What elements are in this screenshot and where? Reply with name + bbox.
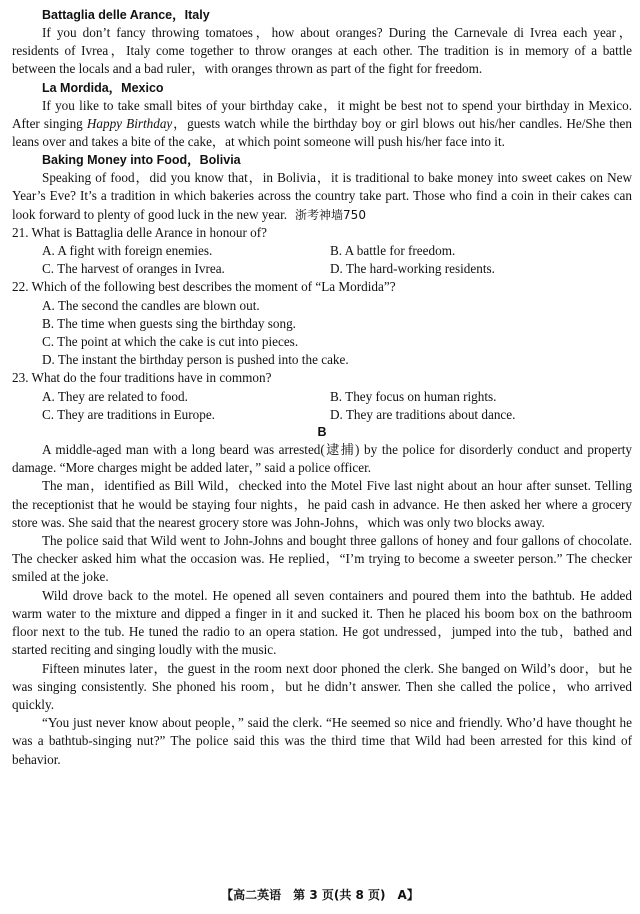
question-23-option-c: C. They are traditions in Europe.	[42, 406, 215, 422]
question-21-option-b: B. A battle for freedom.	[330, 243, 456, 259]
question-23-options-row-1	[12, 388, 632, 406]
part-b-paragraph-5: Fifteen minutes later，the guest in the room next door phoned the clerk. She banged on Wild’s door，but he was singing consistently. She phoned his room，but he didn’t answer. Then she called the police，who arrived quickly.	[12, 660, 632, 712]
section-heading-baking: Baking Money into Food，Bolivia	[42, 153, 241, 168]
question-22-option-c: C. The point at which the cake is cut into pieces.	[42, 334, 299, 350]
paragraph-arance: If you don’t fancy throwing tomatoes，how about oranges? During the Carnevale di Ivrea each year，residents of Ivrea，Italy come together to throw oranges at each other. The tradition is in memory of a battle between the locals and a bad ruler，with oranges thrown as part of the fight for freedom.	[12, 25, 632, 77]
question-23-option-a: A. They are related to food.	[42, 388, 188, 404]
part-b-paragraph-1: A middle-aged man with a long beard was arrested(逮捕) by the police for disorderly conduct and property damage. “More charges might be added later，” said a police officer.	[12, 442, 632, 476]
question-22-stem: 22. Which of the following best describes the moment of “La Mordida”?	[12, 279, 396, 295]
part-b-paragraph-6: “You just never know about people，” said the clerk. “He seemed so nice and friendly. Who’d have thought he was a bathtub-singing nut?” The police said this was the third time that Wild had been arrested for this kind of behavior.	[12, 715, 632, 767]
question-23-options-row-2	[12, 406, 632, 424]
question-21-option-d: D. The hard-working residents.	[330, 261, 495, 277]
question-21-option-a: A. A fight with foreign enemies.	[42, 243, 213, 259]
paragraph-baking	[12, 169, 632, 224]
question-21-option-c: C. The harvest of oranges in Ivrea.	[42, 261, 225, 277]
question-23-option-b: B. They focus on human rights.	[330, 388, 497, 404]
question-21-options-row-1	[12, 242, 632, 260]
question-22-option-b: B. The time when guests sing the birthday song.	[42, 315, 296, 331]
paragraph-mordida	[12, 97, 632, 152]
section-heading-arance: Battaglia delle Arance，Italy	[42, 8, 210, 22]
paragraph-mordida-part2: ，guests watch while the birthday boy or girl blows out his/her candles. He/She then leans over and takes a bite of the cake，at which point someone will push his/her face into it.	[12, 115, 632, 150]
question-22-option-a: A. The second the candles are blown out.	[42, 297, 260, 313]
paragraph-baking-text: Speaking of food，did you know that，in Bolivia，it is traditional to bake money into sweet cakes on New Year’s Eve? It’s a tradition in which bakeries across the country take part. Those who find a coin in their cakes can look forward to plenty of good luck in the new year.	[12, 170, 632, 222]
part-b-label: B	[317, 425, 327, 440]
song-title-italic: Happy Birthday	[86, 115, 173, 131]
part-b-paragraph-4: Wild drove back to the motel. He opened all seven containers and poured them into the bathtub. He added warm water to the mixture and dipped a finger in it and sucked it. Then he placed his boom box on the bathroom floor next to the tub. He tuned the radio to an opera station. He got undressed，jumped into the tub，bathed and started reciting and singing loudly with the music.	[12, 587, 632, 658]
question-23-stem: 23. What do the four traditions have in common?	[12, 370, 272, 386]
watermark-text: 浙考神墙750	[295, 207, 366, 222]
paragraph-mordida-part1: If you like to take small bites of your birthday cake，it might be best not to spend your birthday in Mexico. After singing	[12, 97, 632, 131]
question-21-options-row-2	[12, 260, 632, 278]
question-21-stem: 21. What is Battaglia delle Arance in honour of?	[12, 224, 268, 240]
part-b-paragraph-2: The man，identified as Bill Wild，checked into the Motel Five last night about an hour after sunset. Telling the receptionist that he would be staying four nights，he paid cash in advance. He then asked her where a grocery store was. She said that the nearest grocery store was John-Johns，which was only two blocks away.	[12, 478, 632, 530]
page-footer: 【高二英语 第 3 页(共 8 页) A】	[221, 888, 419, 902]
question-23-option-d: D. They are traditions about dance.	[330, 406, 516, 422]
section-heading-mordida: La Mordida，Mexico	[42, 80, 164, 95]
question-22-option-d: D. The instant the birthday person is pushed into the cake.	[42, 352, 349, 368]
part-b-paragraph-3: The police said that Wild went to John-Johns and bought three gallons of honey and four gallons of chocolate. The checker asked him what the occasion was. He replied，“I’m trying to become a sweeter person.” The checker smiled at the joke.	[12, 533, 632, 585]
